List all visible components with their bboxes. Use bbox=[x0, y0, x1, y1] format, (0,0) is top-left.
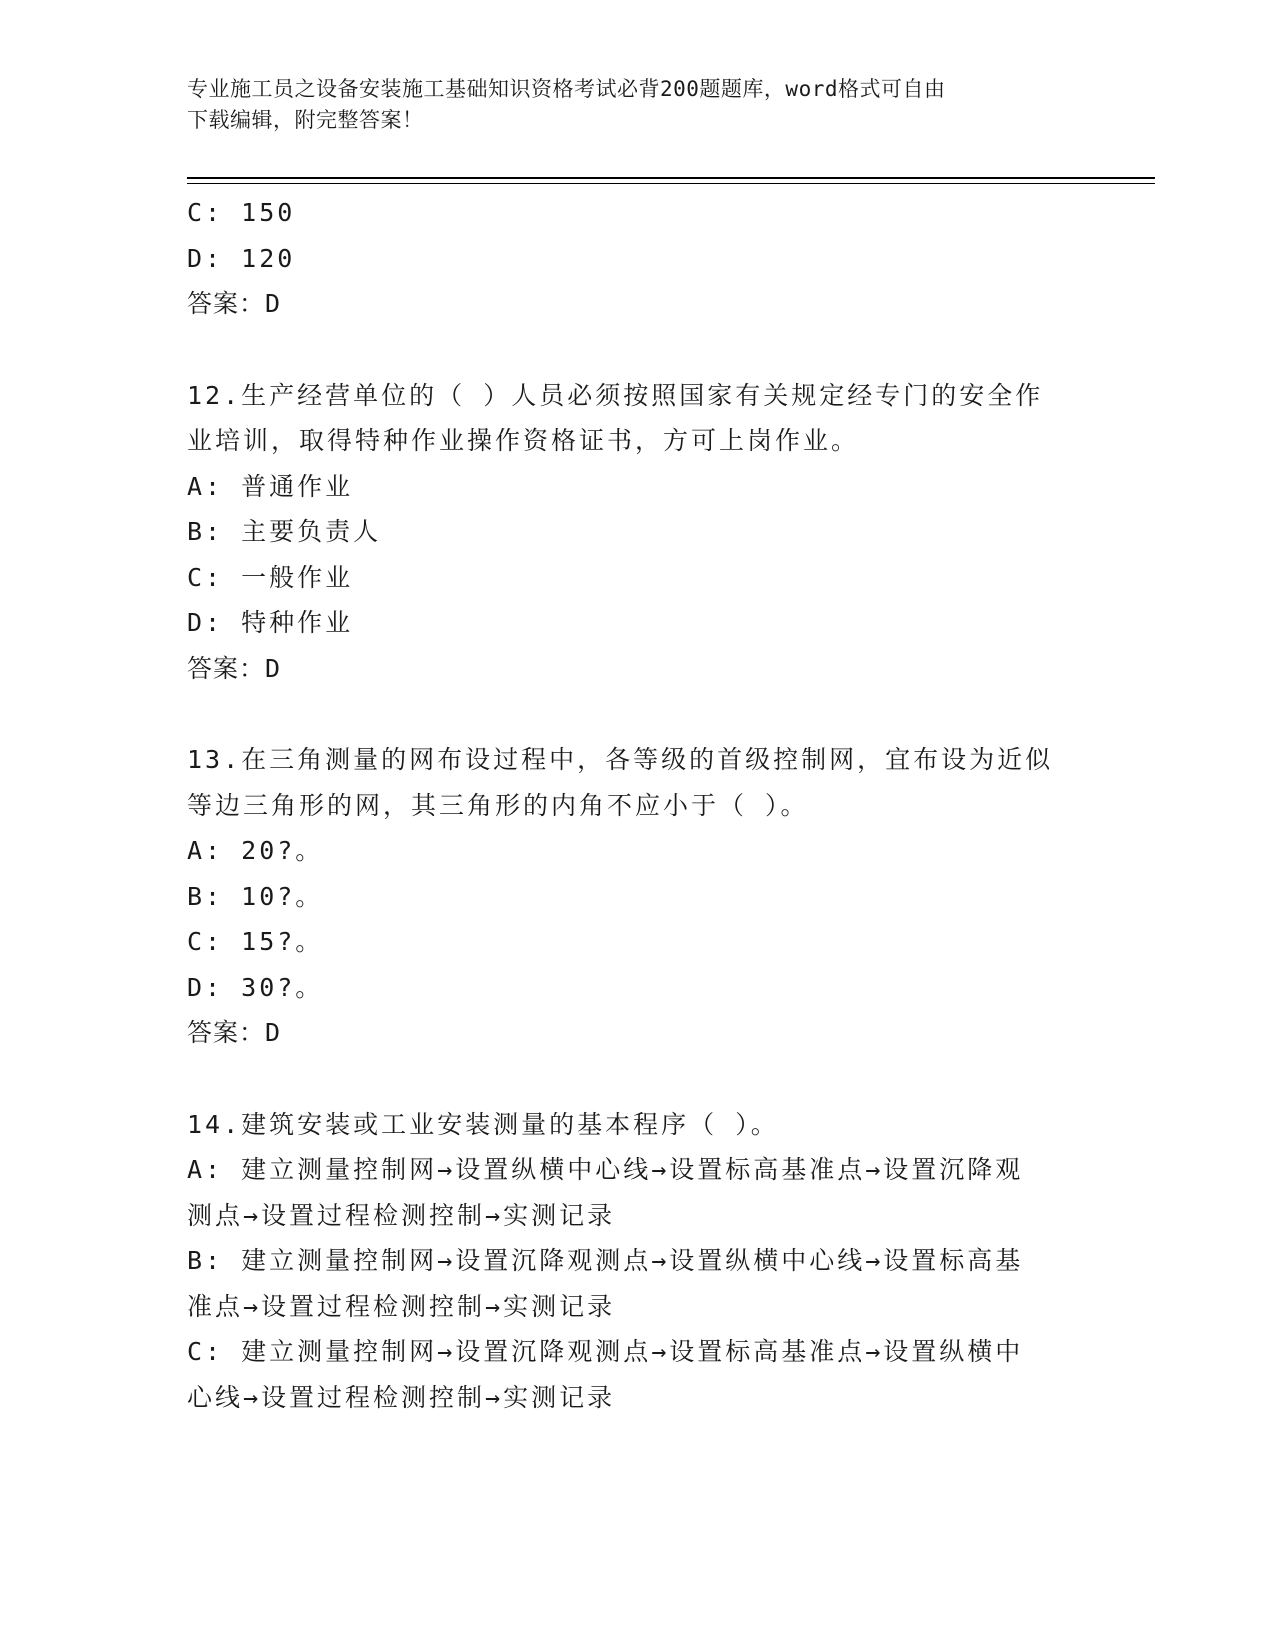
option-b: B: 主要负责人 bbox=[187, 517, 382, 546]
question-stem-cont: 业培训，取得特种作业操作资格证书，方可上岗作业。 bbox=[187, 426, 860, 455]
option-d: D: 120 bbox=[187, 243, 296, 273]
question-stem: 13.在三角测量的网布设过程中，各等级的首级控制网，宜布设为近似 bbox=[187, 745, 1054, 774]
option-d: D: 30?。 bbox=[187, 972, 324, 1002]
spacer bbox=[187, 1056, 1087, 1102]
option-a: A: 20?。 bbox=[187, 836, 324, 865]
option-b: B: 10?。 bbox=[187, 881, 324, 911]
question-stem: 14.建筑安装或工业安装测量的基本程序（ ）。 bbox=[187, 1109, 779, 1139]
option-d: D: 特种作业 bbox=[187, 608, 354, 637]
question-stem: 12.生产经营单位的（ ）人员必须按照国家有关规定经专门的安全作 bbox=[187, 380, 1044, 410]
document-body bbox=[187, 190, 1087, 1420]
question-12 bbox=[187, 373, 1087, 692]
option-c: C: 建立测量控制网→设置沉降观测点→设置标高基准点→设置纵横中 bbox=[187, 1337, 1024, 1366]
option-a: A: 普通作业 bbox=[187, 471, 354, 501]
spacer bbox=[187, 691, 1087, 737]
header-line-2: 下载编辑，附完整答案！ bbox=[187, 108, 424, 132]
option-a-cont: 测点→设置过程检测控制→实测记录 bbox=[187, 1200, 616, 1230]
answer: 答案：D bbox=[187, 1018, 282, 1047]
option-c: C: 150 bbox=[187, 198, 296, 227]
header-line-1: 专业施工员之设备安装施工基础知识资格考试必背200题题库，word格式可自由 bbox=[187, 77, 946, 101]
prev-question bbox=[187, 190, 1087, 327]
header-rule-thin bbox=[187, 183, 1155, 184]
spacer bbox=[187, 327, 1087, 373]
option-b-cont: 准点→设置过程检测控制→实测记录 bbox=[187, 1291, 616, 1321]
header-rule-thick bbox=[187, 177, 1155, 179]
question-stem-cont: 等边三角形的网，其三角形的内角不应小于（ ）。 bbox=[187, 790, 809, 820]
option-a: A: 建立测量控制网→设置纵横中心线→设置标高基准点→设置沉降观 bbox=[187, 1155, 1024, 1184]
option-c: C: 一般作业 bbox=[187, 562, 354, 592]
option-c: C: 15?。 bbox=[187, 927, 324, 956]
option-c-cont: 心线→设置过程检测控制→实测记录 bbox=[187, 1382, 616, 1412]
answer: 答案：D bbox=[187, 653, 282, 683]
question-14 bbox=[187, 1102, 1087, 1421]
answer: 答案：D bbox=[187, 289, 282, 318]
option-b: B: 建立测量控制网→设置沉降观测点→设置纵横中心线→设置标高基 bbox=[187, 1246, 1024, 1275]
document-header bbox=[187, 74, 1087, 136]
question-13 bbox=[187, 737, 1087, 1056]
